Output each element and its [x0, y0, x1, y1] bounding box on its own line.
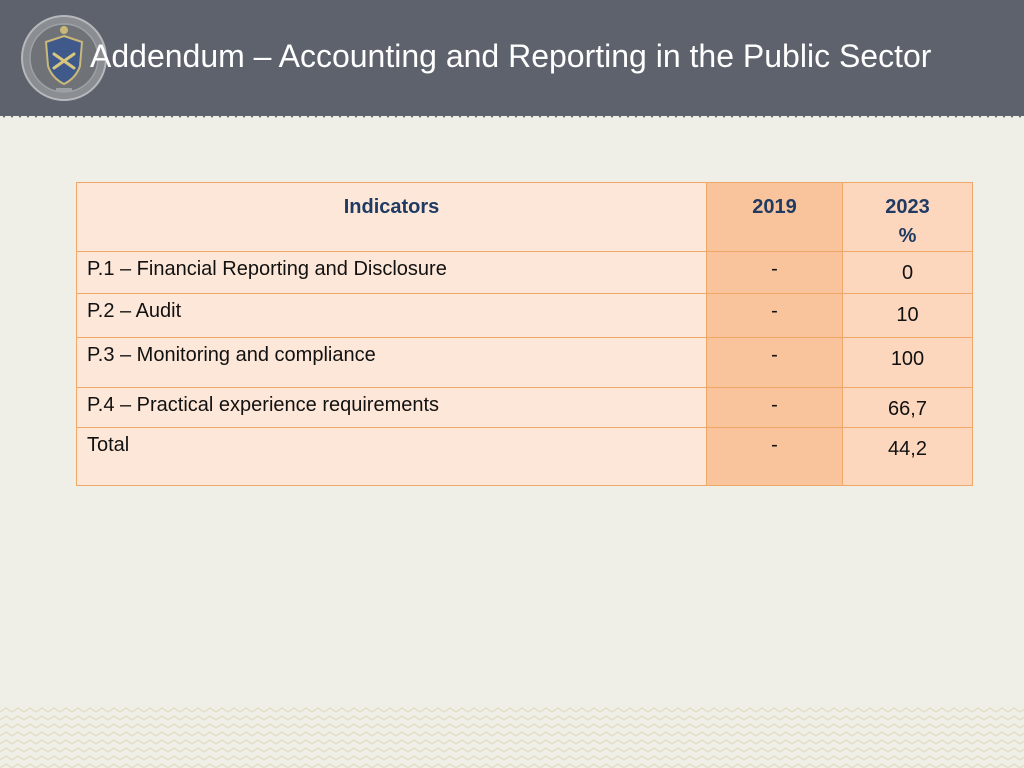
indicators-table — [76, 182, 973, 486]
page-title: Addendum – Accounting and Reporting in the Public Sector — [90, 38, 932, 74]
value-2023-cell: 10 — [843, 294, 973, 338]
table-header-row — [77, 183, 973, 252]
value-2023-cell: 100 — [843, 338, 973, 388]
table-row — [77, 252, 973, 294]
footer-chevron-pattern — [0, 706, 1024, 768]
value-2019-cell: - — [707, 428, 843, 486]
header-2023-unit: % — [898, 225, 917, 247]
table-row — [77, 294, 973, 338]
header-2023-year: 2023 — [885, 196, 930, 218]
value-2019-cell: - — [707, 294, 843, 338]
value-2019-cell: - — [707, 388, 843, 428]
header-2019: 2019 — [707, 183, 843, 252]
table-row-total — [77, 428, 973, 486]
indicator-cell: P.2 – Audit — [77, 294, 707, 338]
value-2023-cell: 0 — [843, 252, 973, 294]
indicator-cell: P.4 – Practical experience requirements — [77, 388, 707, 428]
table-row — [77, 338, 973, 388]
value-2019-cell: - — [707, 252, 843, 294]
indicators-table-container — [76, 182, 972, 486]
indicator-cell: Total — [77, 428, 707, 486]
value-2019-cell: - — [707, 338, 843, 388]
header-2023 — [843, 183, 973, 252]
slide-header — [0, 0, 1024, 116]
header-indicators: Indicators — [77, 183, 707, 252]
table-row — [77, 388, 973, 428]
header-zigzag-edge — [0, 112, 1024, 122]
value-2023-cell: 66,7 — [843, 388, 973, 428]
indicator-cell: P.3 – Monitoring and compliance — [77, 338, 707, 388]
value-2023-cell: 44,2 — [843, 428, 973, 486]
indicator-cell: P.1 – Financial Reporting and Disclosure — [77, 252, 707, 294]
